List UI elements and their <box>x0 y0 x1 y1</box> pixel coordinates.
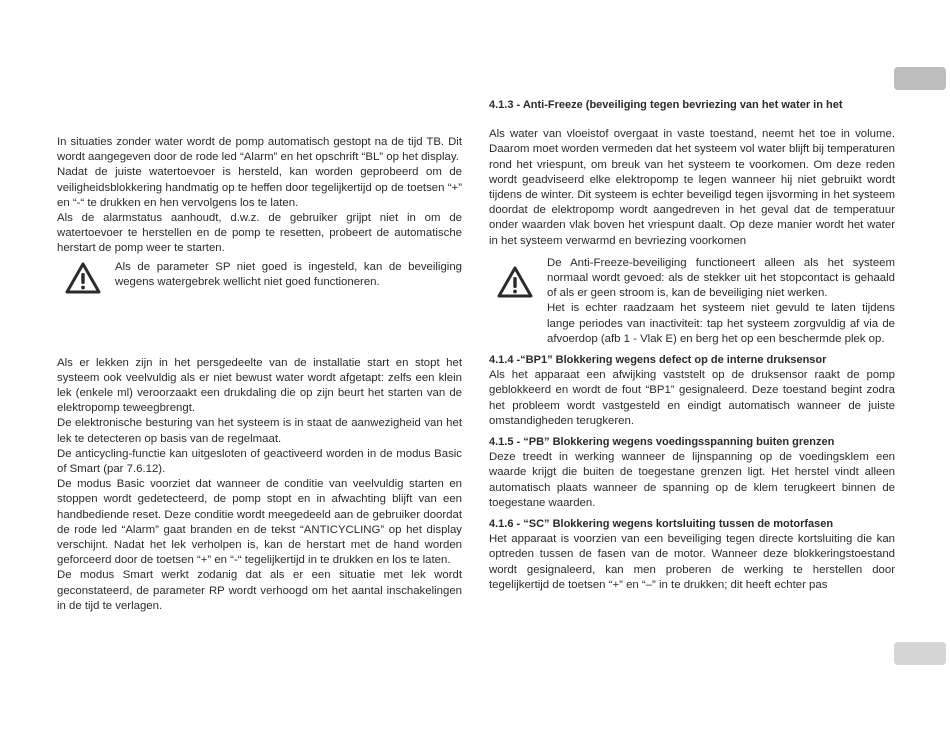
section-heading: 4.1.4 -“BP1” Blokkering wegens defect op de interne druksensor <box>489 354 827 367</box>
dry-run-paragraph: Als de alarmstatus aanhoudt, d.w.z. de gebruiker grijpt niet in om de watertoevoer te herstellen en de pomp te resetten, probeert de automatische herstart de pomp weer te starten. <box>57 212 462 255</box>
anticycling-paragraph: De elektronische besturing van het systeem is in staat de aanwezigheid van het lek te detecteren op basis van de regelmaat. <box>57 417 462 445</box>
dry-run-paragraph: In situaties zonder water wordt de pomp automatisch gestopt na de tijd TB. Dit wordt aangegeven door de rode led “Alarm” en het opschrift “BL” op het display. <box>57 136 462 164</box>
language-tab-marker <box>894 67 946 90</box>
anticycling-paragraph: De modus Smart werkt zodanig dat als er een situatie met lek wordt geconstateerd, de parameter RP wordt verhoogd om het aantal inschakelingen in de tijd te verlagen. <box>57 569 462 612</box>
sc-paragraph: Het apparaat is voorzien van een beveiliging tegen directe kortsluiting die kan optreden tussen de fasen van de motor. Wanneer deze blokkeringstoestand wordt gesignaleerd, kan men proberen de werking te herstellen door tegelijkertijd de toetsen “+” en “–” in te drukken; dit heeft echter pas <box>489 533 895 591</box>
warning-text: Als de parameter SP niet goed is ingesteld, kan de beveiliging wegens watergebrek wellicht niet goed functioneren. <box>115 260 462 288</box>
anticycling-paragraph: De modus Basic voorziet dat wanneer de conditie van veelvuldig starten en stoppen wordt gedetecteerd, de pomp stopt en in afwachting blijft van een handbediende reset. Deze conditie wordt meegedeeld aan de gebruiker doordat de rode led “Alarm” gaat branden en de tekst “ANTICYCLING” op het display verschijnt. Nadat het lek verholpen is, kan de herstart met de hand worden geforceerd door de toetsen “+” en “-“ tegelijkertijd in te drukken en los te laten. <box>57 478 462 567</box>
pb-paragraph: Deze treedt in werking wanneer de lijnspanning op de voedingsklem een waarde krijgt die buiten de toegestane grenzen ligt. Het herstel vindt alleen automatisch plaats wanneer de spanning op de klem terugkeert binnen de toegestane waarden. <box>489 451 895 509</box>
section-heading: 4.1.5 - “PB” Blokkering wegens voedingsspanning buiten grenzen <box>489 436 835 449</box>
warning-box <box>57 260 462 294</box>
warning-icon <box>497 266 533 298</box>
warning-text: De Anti-Freeze-beveiliging functioneert alleen als het systeem normaal wordt gevoed: als de stekker uit het stopcontact is gehaald of als er geen stroom is, kan de beveiliging niet werken. <box>547 256 895 300</box>
warning-box <box>489 256 895 347</box>
bp1-paragraph: Als het apparaat een afwijking vaststelt op de druksensor raakt de pomp geblokkeerd en wordt de fout “BP1” gesignaleerd. Deze toestand begint zodra het probleem wordt vastgesteld en eindigt automatisch wanneer de juiste omstandigheden terugkeren. <box>489 369 895 427</box>
left-column <box>57 135 462 614</box>
warning-text: Het is echter raadzaam het systeem niet gevuld te laten tijdens lange periodes van inactiviteit: tap het systeem zorgvuldig af via de afvoerdop (afb 1 - Vlak E) en berg het op een beschermde plek op. <box>547 302 895 345</box>
section-heading: 4.1.6 - “SC” Blokkering wegens kortsluiting tussen de motorfasen <box>489 518 834 531</box>
warning-icon <box>65 262 101 294</box>
right-column <box>489 98 895 593</box>
section-heading: 4.1.3 - Anti-Freeze (beveiliging tegen bevriezing van het water in het <box>489 99 843 111</box>
antifreeze-paragraph: Als water van vloeistof overgaat in vaste toestand, neemt het toe in volume. Daarom moet worden vermeden dat het systeem vol water blijft bij temperaturen rond het vriespunt, om breuk van het systeem te voorkomen. Om deze reden wordt geadviseerd elke elektropomp te legen wanneer hij niet gebruikt wordt tijdens de winter. Dit systeem is echter beveiligd tegen ijsvorming in het systeem doordat de elektropomp wordt aangedreven in het geval dat de temperatuur onder waarden vlak boven het vriespunt daalt. Op deze manier wordt het water in het systeem verwarmd en bevriezing voorkomen <box>489 128 895 247</box>
page-number-marker <box>894 642 946 665</box>
anticycling-paragraph: De anticycling-functie kan uitgesloten of geactiveerd worden in de modus Basic of Smart (par 7.6.12). <box>57 447 462 476</box>
anticycling-paragraph: Als er lekken zijn in het persgedeelte van de installatie start en stopt het systeem ook veelvuldig als er niet bewust water wordt afgetapt: zelfs een klein lek (enkele ml) veroorzaakt een drukdaling die op zijn beurt het starten van de elektropomp teweegbrengt. <box>57 356 462 415</box>
dry-run-paragraph: Nadat de juiste watertoevoer is hersteld, kan worden geprobeerd om de veiligheidsblokkering handmatig op te heffen door tegelijkertijd op de toetsen “+” en “-“ te drukken en hen vervolgens los te laten. <box>57 166 462 209</box>
